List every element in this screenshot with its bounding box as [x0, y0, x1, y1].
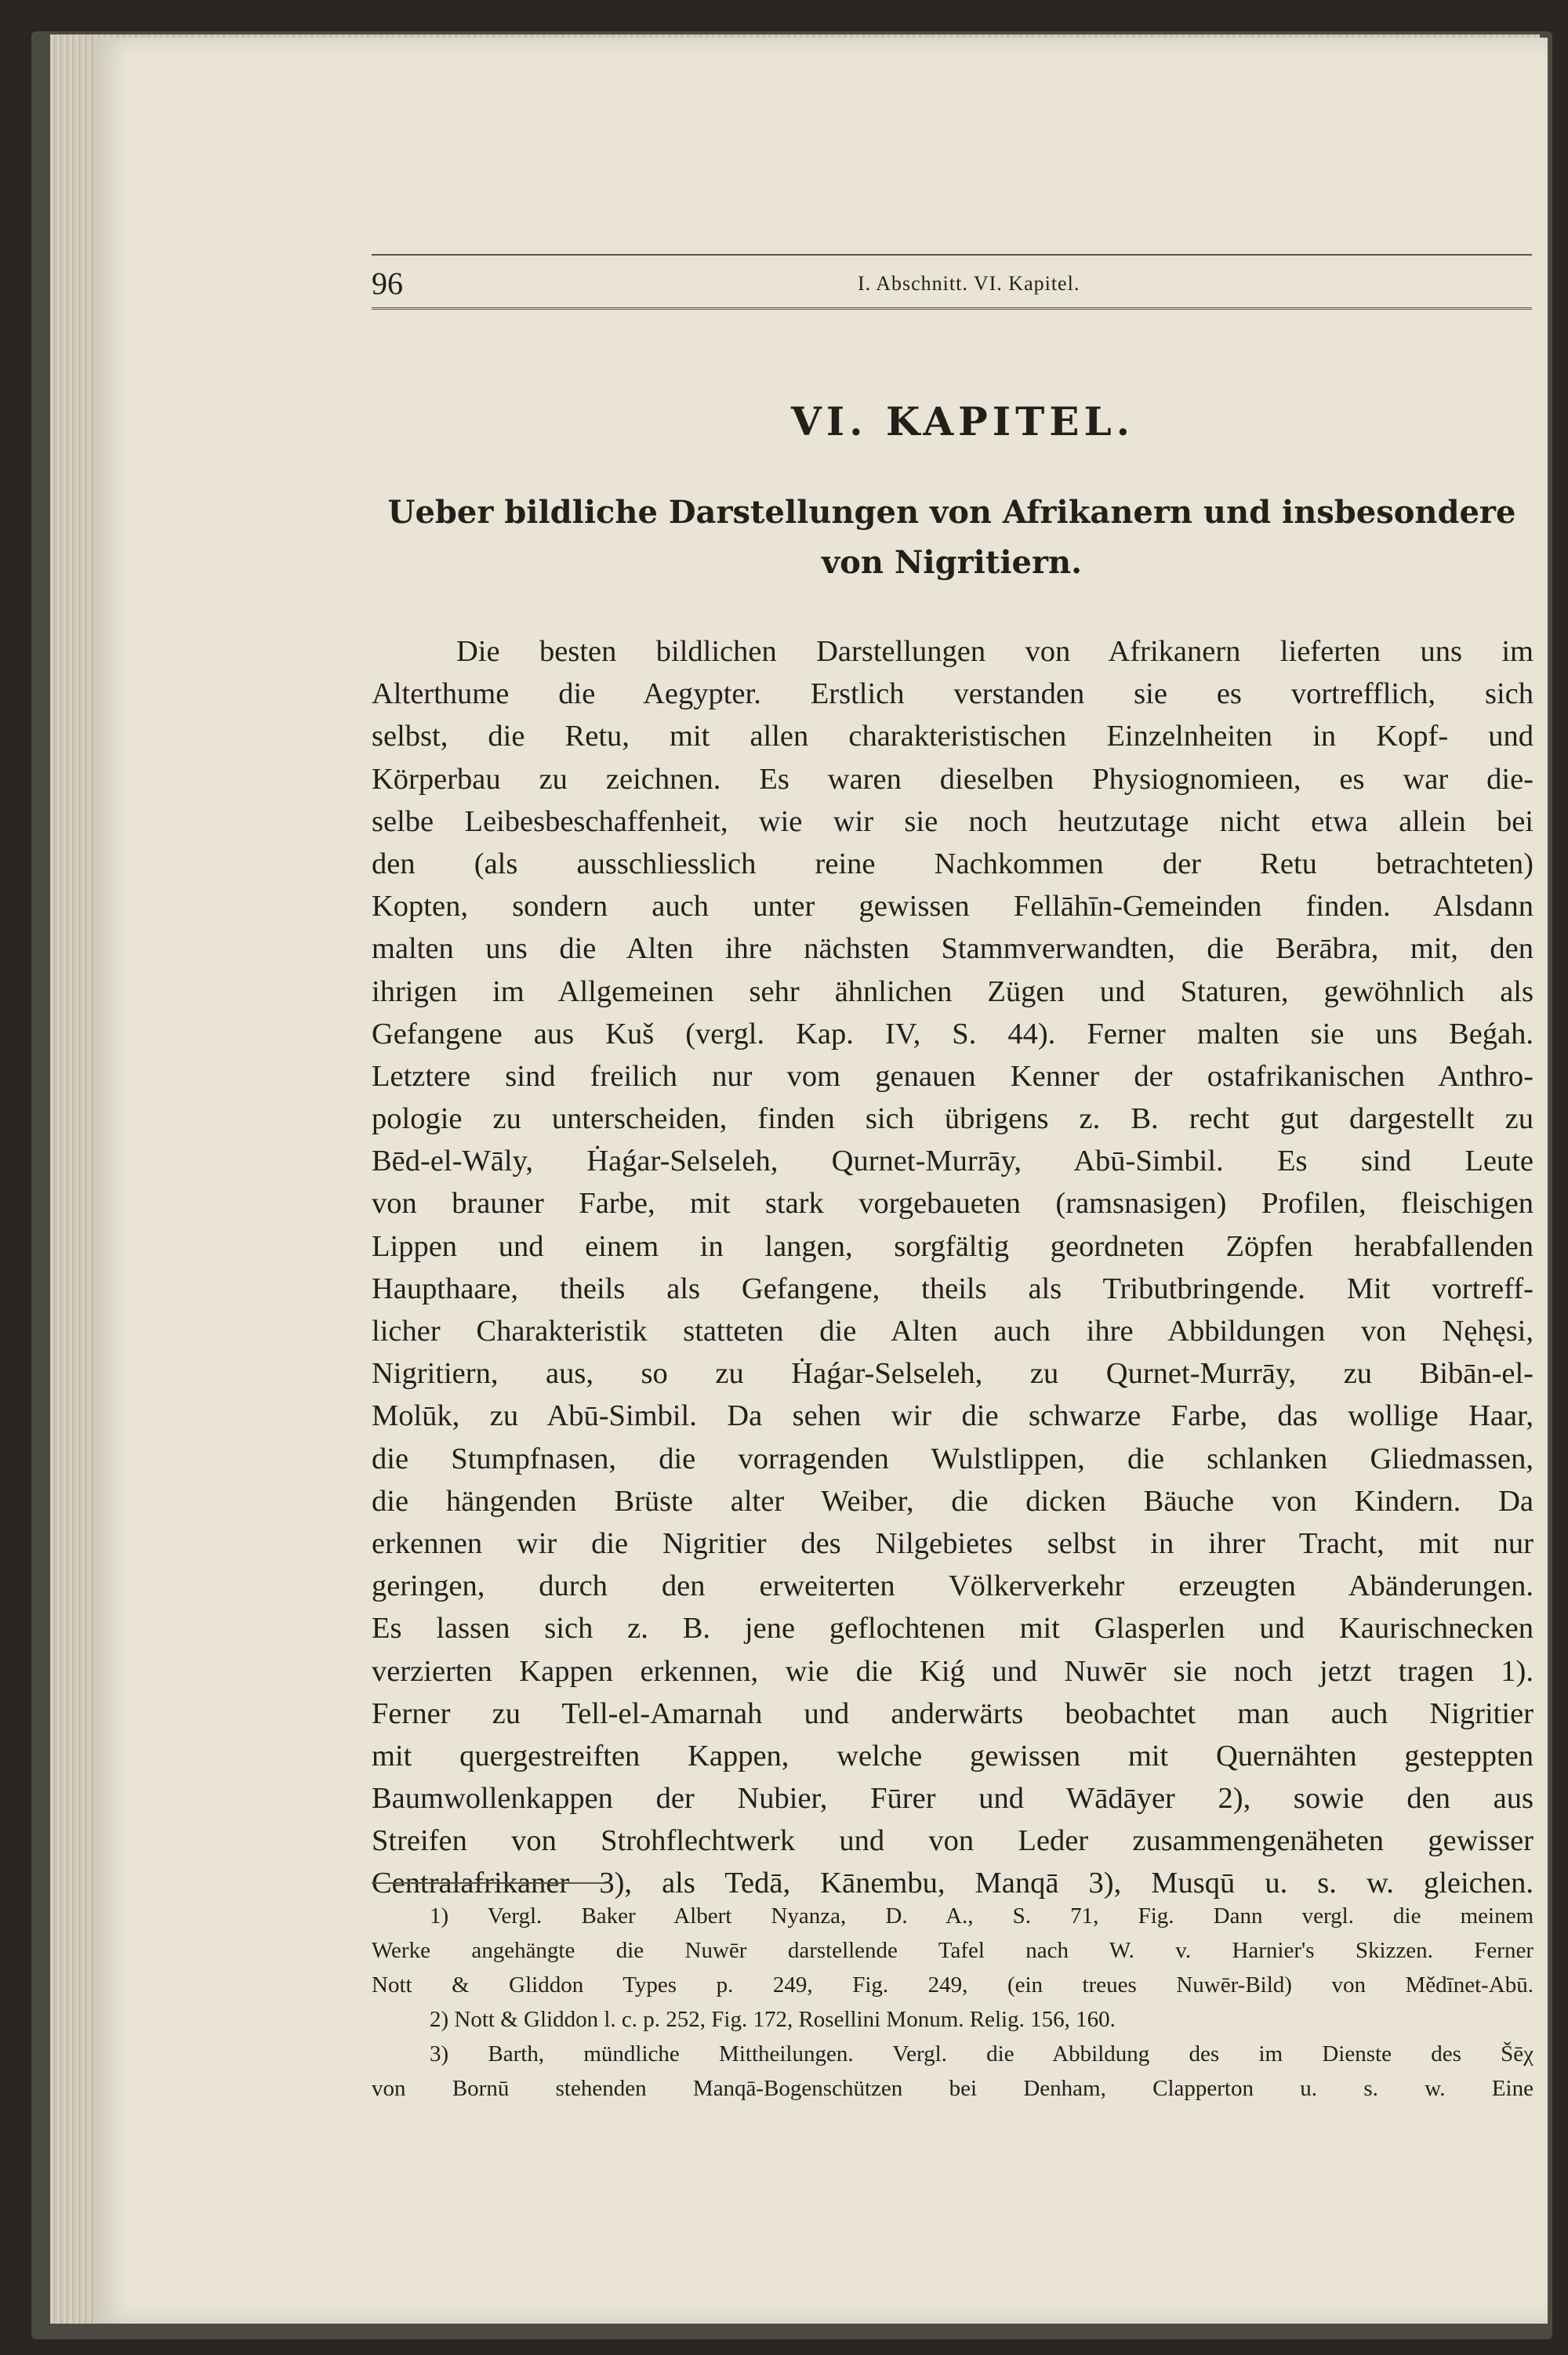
chapter-title-text: VI. KAPITEL. [790, 398, 1135, 445]
text-line: von brauner Farbe, mit stark vorgebaueten (ramsnasigen) Profilen, fleischigen [372, 1187, 1534, 1221]
text-line: Alterthume die Aegypter. Erstlich verstanden sie es vortrefflich, sich [372, 677, 1534, 711]
chapter-subtitle [372, 488, 1532, 588]
subtitle-line-1: Ueber bildliche Darstellungen von Afrikanern und insbesondere [387, 494, 1516, 531]
text-line: Die besten bildlichen Darstellungen von Afrikanern lieferten uns im [456, 635, 1534, 668]
footnote-line: Werke angehängte die Nuwēr darstellende Tafel nach W. v. Harnier's Skizzen. Ferner [372, 1938, 1534, 1963]
text-line: Bēd-el-Wāly, Ḣaǵar-Selseleh, Qurnet-Murrāy, Abū-Simbil. Es sind Leute [372, 1145, 1534, 1178]
chapter-title [96, 398, 1548, 445]
footnote-line: 1) Vergl. Baker Albert Nyanza, D. A., S. 71, Fig. Dann vergl. die meinem [430, 1903, 1534, 1929]
text-line: Ferner zu Tell-el-Amarnah und anderwärts beobachtet man auch Nigritier [372, 1696, 1534, 1730]
text-line: Gefangene aus Kuš (vergl. Kap. IV, S. 44). Ferner malten sie uns Beǵah. [372, 1017, 1534, 1050]
footnote-line: Nott & Gliddon Types p. 249, Fig. 249, (ein treues Nuwēr-Bild) von Mědīnet-Abū. [372, 1972, 1534, 1998]
text-line: erkennen wir die Nigritier des Nilgebietes selbst in ihrer Tracht, mit nur [372, 1526, 1534, 1560]
header-rule-top [372, 254, 1532, 256]
running-head [372, 220, 1532, 314]
text-line: Baumwollenkappen der Nubier, Fūrer und Wādāyer 2), sowie den aus [372, 1782, 1534, 1816]
text-line: selbe Leibesbeschaffenheit, wie wir sie noch heutzutage nicht etwa allein bei [372, 804, 1534, 838]
text-line: verzierten Kappen erkennen, wie die Kiǵ und Nuwēr sie noch jetzt tragen 1). [372, 1654, 1534, 1688]
text-line: Lippen und einem in langen, sorgfältig geordneten Zöpfen herabfallenden [372, 1229, 1534, 1263]
text-line: selbst, die Retu, mit allen charakteristischen Einzelnheiten in Kopf- und [372, 720, 1534, 753]
footnotes [372, 1899, 1534, 2106]
body-paragraph [372, 630, 1534, 1905]
text-line: ihrigen im Allgemeinen sehr ähnlichen Zügen und Staturen, gewöhnlich als [372, 974, 1534, 1008]
footnote-line: 2) Nott & Gliddon l. c. p. 252, Fig. 172, Rosellini Monum. Relig. 156, 160. [430, 2007, 1116, 2032]
footnote-rule [372, 1882, 607, 1884]
text-line: pologie zu unterscheiden, finden sich übrigens z. B. recht gut dargestellt zu [372, 1102, 1534, 1136]
text-line: Molūk, zu Abū-Simbil. Da sehen wir die schwarze Farbe, das wollige Haar, [372, 1399, 1534, 1433]
text-line: die Stumpfnasen, die vorragenden Wulstlippen, die schlanken Gliedmassen, [372, 1442, 1534, 1475]
text-line: geringen, durch den erweiterten Völkerverkehr erzeugten Abänderungen. [372, 1569, 1534, 1603]
text-line: Streifen von Strohflechtwerk und von Leder zusammengenäheten gewisser [372, 1824, 1534, 1858]
footnote-line: von Bornū stehenden Manqā-Bogenschützen bei Denham, Clapperton u. s. w. Eine [372, 2076, 1534, 2101]
footnote-line: 3) Barth, mündliche Mittheilungen. Vergl. die Abbildung des im Dienste des Šēχ [430, 2041, 1534, 2067]
text-line: Körperbau zu zeichnen. Es waren dieselben Physiognomieen, es war die- [372, 762, 1534, 796]
text-line: Haupthaare, theils als Gefangene, theils als Tributbringende. Mit vortreff- [372, 1272, 1534, 1305]
text-line: die hängenden Brüste alter Weiber, die dicken Bäuche von Kindern. Da [372, 1484, 1534, 1518]
text-line: malten uns die Alten ihre nächsten Stammverwandten, die Berābra, mit, den [372, 932, 1534, 966]
page-number: 96 [372, 266, 403, 301]
subtitle-line-2: von Nigritiern. [821, 544, 1083, 581]
text-line: Centralafrikaner 3), als Tedā, Kānembu, Manqā 3), Musqū u. s. w. gleichen. [372, 1867, 1534, 1900]
text-line: Nigritiern, aus, so zu Ḣaǵar-Selseleh, zu Qurnet-Murrāy, zu Bibān-el- [372, 1357, 1534, 1391]
text-line: Kopten, sondern auch unter gewissen Fellāhīn-Gemeinden finden. Alsdann [372, 890, 1534, 923]
text-line: Es lassen sich z. B. jene geflochtenen mit Glasperlen und Kaurischnecken [372, 1612, 1534, 1646]
text-line: den (als ausschliesslich reine Nachkommen der Retu betrachteten) [372, 847, 1534, 880]
section-heading: I. Abschnitt. VI. Kapitel. [858, 272, 1080, 295]
text-line: mit quergestreiften Kappen, welche gewissen mit Quernähten gesteppten [372, 1739, 1534, 1773]
book-page [96, 38, 1548, 2324]
header-rule-bottom [372, 307, 1532, 313]
text-line: licher Charakteristik statteten die Alten auch ihre Abbildungen von Nęhęsi, [372, 1315, 1534, 1348]
text-line: Letztere sind freilich nur vom genauen Kenner der ostafrikanischen Anthro- [372, 1059, 1534, 1093]
